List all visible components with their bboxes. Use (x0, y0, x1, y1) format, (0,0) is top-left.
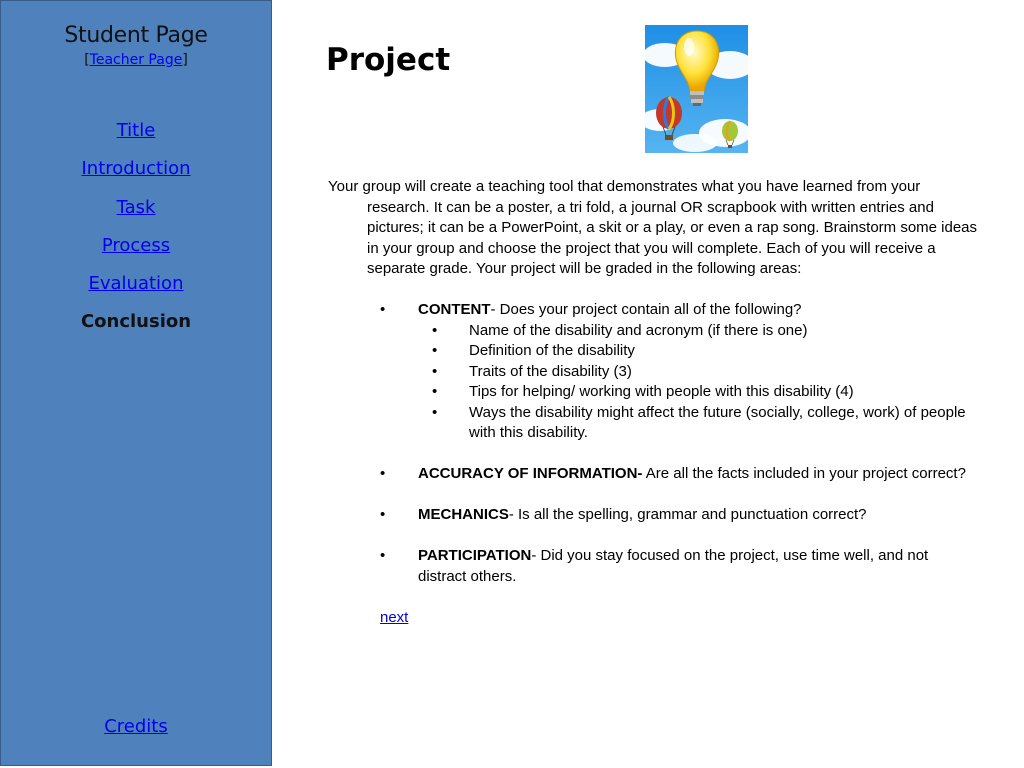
criterion-label: MECHANICS (418, 506, 509, 523)
criterion-label: ACCURACY OF INFORMATION- (418, 465, 643, 482)
nav-introduction[interactable]: Introduction (81, 158, 191, 180)
subitem-text: Ways the disability might affect the future (socially, college, work) of people with this disability. (469, 403, 966, 441)
bullet-dot: • (432, 362, 438, 380)
criterion-label: CONTENT (418, 301, 491, 318)
subitem-text: Traits of the disability (3) (469, 362, 632, 380)
sidebar-title: Student Page (64, 23, 208, 48)
bracket-close: ] (182, 52, 188, 68)
next-link[interactable]: next (380, 608, 409, 626)
bullet-dot: • (432, 403, 438, 421)
criterion-text: - Does your project contain all of the following? (490, 301, 802, 318)
content-subitem (328, 382, 978, 403)
nav-evaluation[interactable]: Evaluation (88, 273, 184, 295)
bullet-dot: • (432, 321, 438, 339)
bullet-dot: • (380, 301, 386, 318)
bullet-dot: • (432, 383, 438, 400)
content-subitem (328, 403, 978, 444)
subitem-text: Tips for helping/ working with people with this disability (4) (469, 383, 854, 400)
bracket-open: [ (84, 52, 90, 68)
criterion-content (328, 300, 978, 321)
content-subitem (328, 341, 978, 362)
intro-paragraph: Your group will create a teaching tool that demonstrates what you have learned from your research. It can be a poster, a tri fold, a journal OR scrapbook with written entries and pictures; it can be a PowerPoint, a skit or a play, or even a rap song. Brainstorm some ideas in your group and choose the project that you will complete. Each of you will receive a separate grade. Your project will be graded in the following areas: (328, 178, 978, 277)
criterion-participation (328, 546, 978, 587)
teacher-page-link[interactable]: Teacher Page (89, 52, 183, 68)
criterion-text: - Did you stay focused on the project, use time well, and not distract others. (418, 547, 929, 585)
nav-title[interactable]: Title (116, 120, 156, 141)
criterion-text: - Is all the spelling, grammar and punctuation correct? (508, 506, 867, 523)
criterion-text: Are all the facts included in your project correct? (642, 465, 966, 482)
teacher-page-line (1, 52, 271, 68)
sidebar (0, 0, 272, 766)
subitem-text: Definition of the disability (469, 342, 635, 359)
nav-process[interactable]: Process (101, 234, 171, 256)
criterion-accuracy (328, 464, 978, 485)
bullet-dot: • (380, 547, 386, 564)
content-subitem (328, 321, 978, 342)
lightbulb-balloon-icon (645, 25, 748, 153)
content-subitem (328, 362, 978, 383)
criterion-mechanics (328, 505, 978, 526)
bullet-dot: • (432, 342, 438, 359)
next-link-row (328, 608, 978, 629)
nav-conclusion-current: Conclusion (80, 311, 192, 333)
page-title: Project (326, 42, 451, 78)
bullet-dot: • (380, 465, 386, 482)
project-description (328, 177, 978, 628)
sidebar-nav (1, 118, 271, 348)
credits-link[interactable]: Credits (104, 716, 168, 737)
bullet-dot: • (380, 506, 386, 523)
criterion-label: PARTICIPATION (418, 547, 532, 564)
subitem-text: Name of the disability and acronym (if there is one) (469, 321, 808, 339)
nav-task[interactable]: Task (116, 196, 156, 218)
